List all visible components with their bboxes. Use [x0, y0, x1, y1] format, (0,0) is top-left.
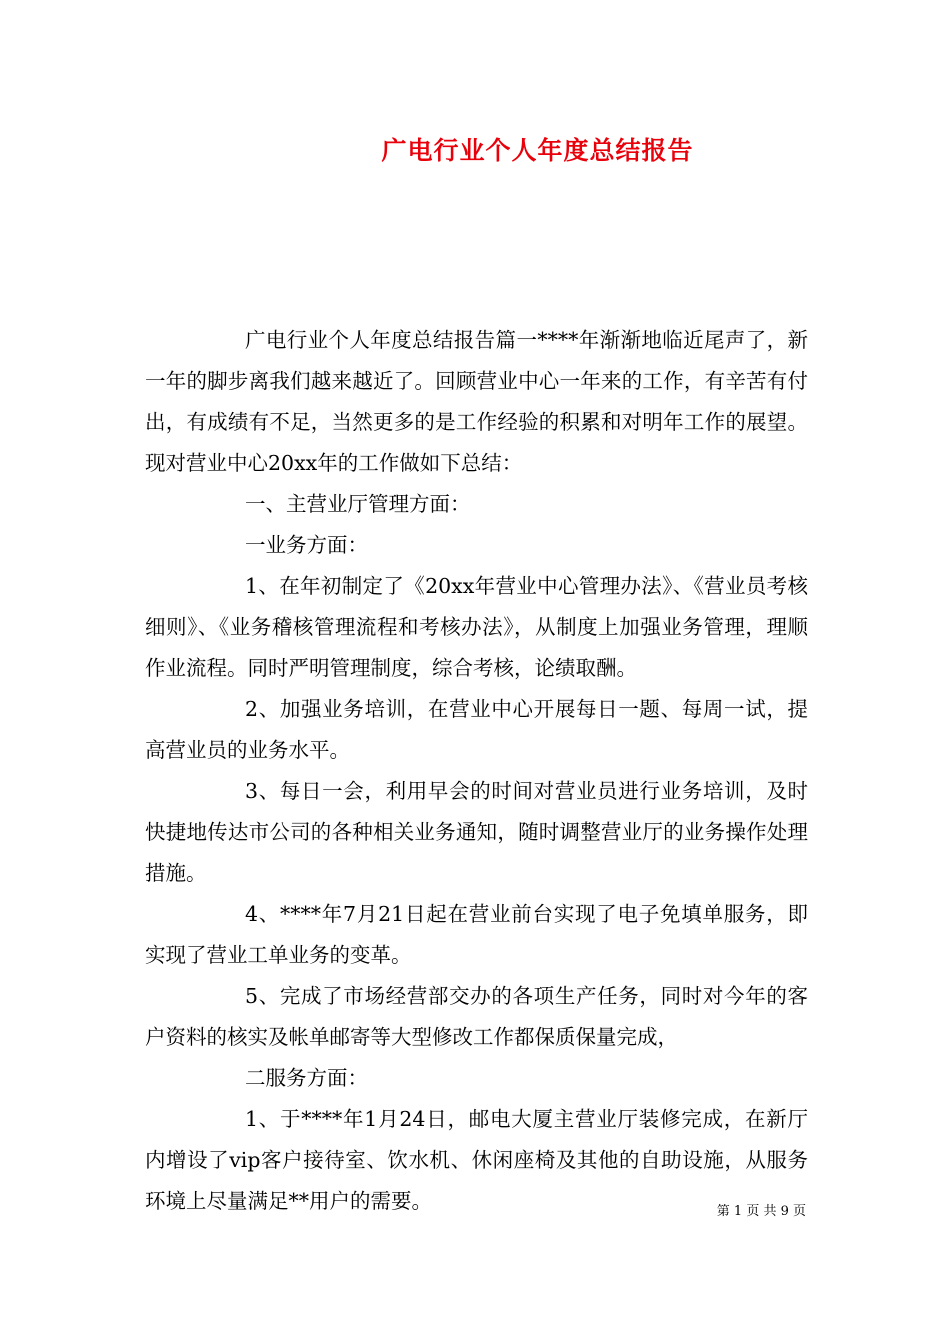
paragraph-item-2: 2、加强业务培训，在营业中心开展每日一题、每周一试，提高营业员的业务水平。 [145, 697, 808, 762]
subsection-heading-business: 一业务方面： [245, 533, 368, 557]
paragraph-item-1: 1、在年初制定了《20xx年营业中心管理办法》、《营业员考核细则》、《业务稽核管理流程和考核办法》，从制度上加强业务管理，理顺作业流程。同时严明管理制度，综合考核，论绩取酬。 [145, 574, 808, 680]
paragraph-item-5: 5、完成了市场经营部交办的各项生产任务，同时对今年的客户资料的核实及帐单邮寄等大型修改工作都保质保量完成， [145, 984, 808, 1049]
subsection-heading-service: 二服务方面： [245, 1066, 368, 1090]
paragraph-intro: 广电行业个人年度总结报告篇一****年渐渐地临近尾声了，新一年的脚步离我们越来越近了。回顾营业中心一年来的工作，有辛苦有付出，有成绩有不足，当然更多的是工作经验的积累和对明年工作的展望。现对营业中心20xx年的工作做如下总结： [145, 328, 808, 475]
paragraph-item-4: 4、****年7月21日起在营业前台实现了电子免填单服务，即实现了营业工单业务的变革。 [145, 902, 808, 967]
document-title: 广电行业个人年度总结报告 [381, 136, 694, 165]
document-body [145, 320, 808, 1222]
section-heading-main-hall: 一、主营业厅管理方面： [245, 492, 471, 516]
paragraph-item-3: 3、每日一会，利用早会的时间对营业员进行业务培训，及时快捷地传达市公司的各种相关业务通知，随时调整营业厅的业务操作处理措施。 [145, 779, 808, 885]
paragraph-service-item-1: 1、于****年1月24日，邮电大厦主营业厅装修完成，在新厅内增设了vip客户接待室、饮水机、休闲座椅及其他的自助设施，从服务环境上尽量满足**用户的需要。 [145, 1107, 808, 1213]
page-number-footer: 第 1 页 共 9 页 [716, 1204, 806, 1219]
